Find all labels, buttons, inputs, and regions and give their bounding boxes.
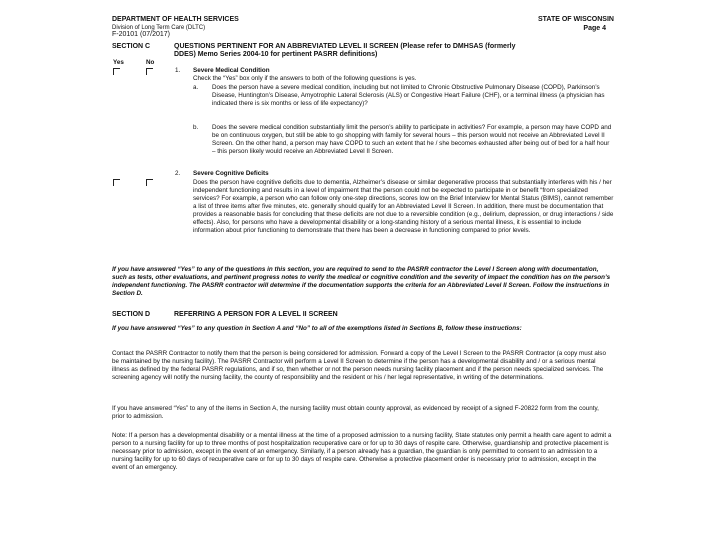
section-c-title-line2: DDES) Memo Series 2004-10 for pertinent PASRR definitions) [174,51,378,58]
section-c-title-line1: QUESTIONS PERTINENT FOR AN ABBREVIATED LEVEL II SCREEN (Please refer to DMHSAS (formerly [174,43,516,50]
section-d-paragraph-2: If you have answered “Yes” to any of the items in Section A, the nursing facility must obtain county approval, as evidenced by receipt of a signed F-20822 form from the county, prior to admission. [112,405,599,420]
q1a-text: Does the person have a severe medical condition, including but not limited to Chronic Obstructive Pulmonary Disease (COPD), Parkinson’s Disease, Huntington’s Disease, Amyotrophic Lateral Sclerosis (ALS) or Congestive Heart Failure (CHF), or a terminal illness (a physician has indicated there is six months or less of life expectancy)? [212,84,605,107]
department-name: DEPARTMENT OF HEALTH SERVICES [112,16,239,23]
q1b-letter: b. [193,124,199,131]
section-d-intro: If you have answered “Yes” to any question in Section A and “No” to all of the exemptions listed in Sections B, follow these instructions: [112,325,522,332]
q1b-text: Does the severe medical condition substantially limit the person’s ability to participate in activities? For example, a person may have COPD and be on continuous oxygen, but still be able to go shopping with family for several hours – this person would not receive an Abbreviated Level II Screen. On the other hand, a person may have COPD to such an extent that he / she becomes exhausted after being out of bed for a half hour – this person likely would receive an Abbreviated Level II Screen. [212,124,612,155]
q2-no-checkbox[interactable] [146,179,153,186]
page-number: Page 4 [583,25,606,32]
q2-title: Severe Cognitive Deficits [193,170,269,177]
section-d-label: SECTION D [112,311,151,318]
q1-number: 1. [175,67,181,74]
q1-instruction: Check the “Yes” box only if the answers to both of the following questions is yes. [193,75,417,82]
form-id: F-20101 (07/2017) [112,31,170,38]
section-d-title: REFERRING A PERSON FOR A LEVEL II SCREEN [174,311,338,318]
q1-yes-checkbox[interactable] [113,68,120,75]
q2-number: 2. [175,170,181,177]
section-d-paragraph-1: Contact the PASRR Contractor to notify them that the person is being considered for admission. Forward a copy of the Level I Screen to the PASRR Contractor (a copy must also be maintained by the nursing facility). The PASRR Contractor will perform a Level II Screen to determine if the person has a developmental disability and / or a serious mental illness as defined by the federal PASRR regulations, and if so, then whether or not the person needs nursing facility placement and if the person needs specialized services. The screening agency will notify the nursing facility, the county of responsibility and the resident or his / her legal representative, in writing of the determinations. [112,350,606,381]
division-name: Division of Long Term Care (DLTC) [112,25,206,31]
q2-yes-checkbox[interactable] [113,179,120,186]
yes-column-header: Yes [113,59,124,66]
section-d-paragraph-3: Note: If a person has a developmental disability or a mental illness at the time of a proposed admission to a nursing facility, State statutes only permit a health care agent to admit a person to a nursing facility for up to three months of post hospitalization recuperative care or for up to 30 days of respite care. Otherwise, guardianship and protective placement is necessary prior to admission, except in the event of an emergency. Similarly, if a person already has a guardian, the guardian is only permitted to consent to an admission to a nursing facility for up to 60 days of recuperative care or for up to 30 days of respite care. Otherwise a protective placement order is necessary prior to admission, except in the event of an emergency. [112,432,612,471]
section-c-label: SECTION C [112,43,151,50]
no-column-header: No [146,59,155,66]
q1a-letter: a. [193,84,199,91]
q1-title: Severe Medical Condition [193,67,270,74]
section-c-note: If you have answered “Yes” to any of the questions in this section, you are required to send to the PASRR contractor the Level I Screen along with documentation, such as tests, other evaluations, and pertinent progress notes to verify the medical or cognitive condition and the severity of impact the condition has on the person’s independent functioning. The PASRR contractor will determine if the documentation supports the criteria for an Abbreviated Level II Screen. Follow the instructions in Section D. [112,266,611,297]
q2-text: Does the person have cognitive deficits due to dementia, Alzheimer’s disease or similar degenerative process that substantially interferes with his / her independent functioning and results in a level of impairment that the person could not be expected to participate in or benefit “from specialized services? For example, a person who can follow only one-step directions, scores low on the Brief Interview for Mental Status (BIMS), cannot remember a list of three items after five minutes, etc. generally should qualify for an Abbreviated Level II Screen. In addition, there must be documentation that provides a reasonable basis for concluding that these deficits are not due to a reversible condition (e.g., delirium, depression, or drug interactions / side effects). Also, for persons who have a developmental disability or a long-standing history of a serious mental illness, it is essential to include information about prior functioning to demonstrate that there has been a decrease in functioning compared to prior levels. [193,179,614,234]
q1-no-checkbox[interactable] [146,68,153,75]
state-name: STATE OF WISCONSIN [538,16,614,23]
